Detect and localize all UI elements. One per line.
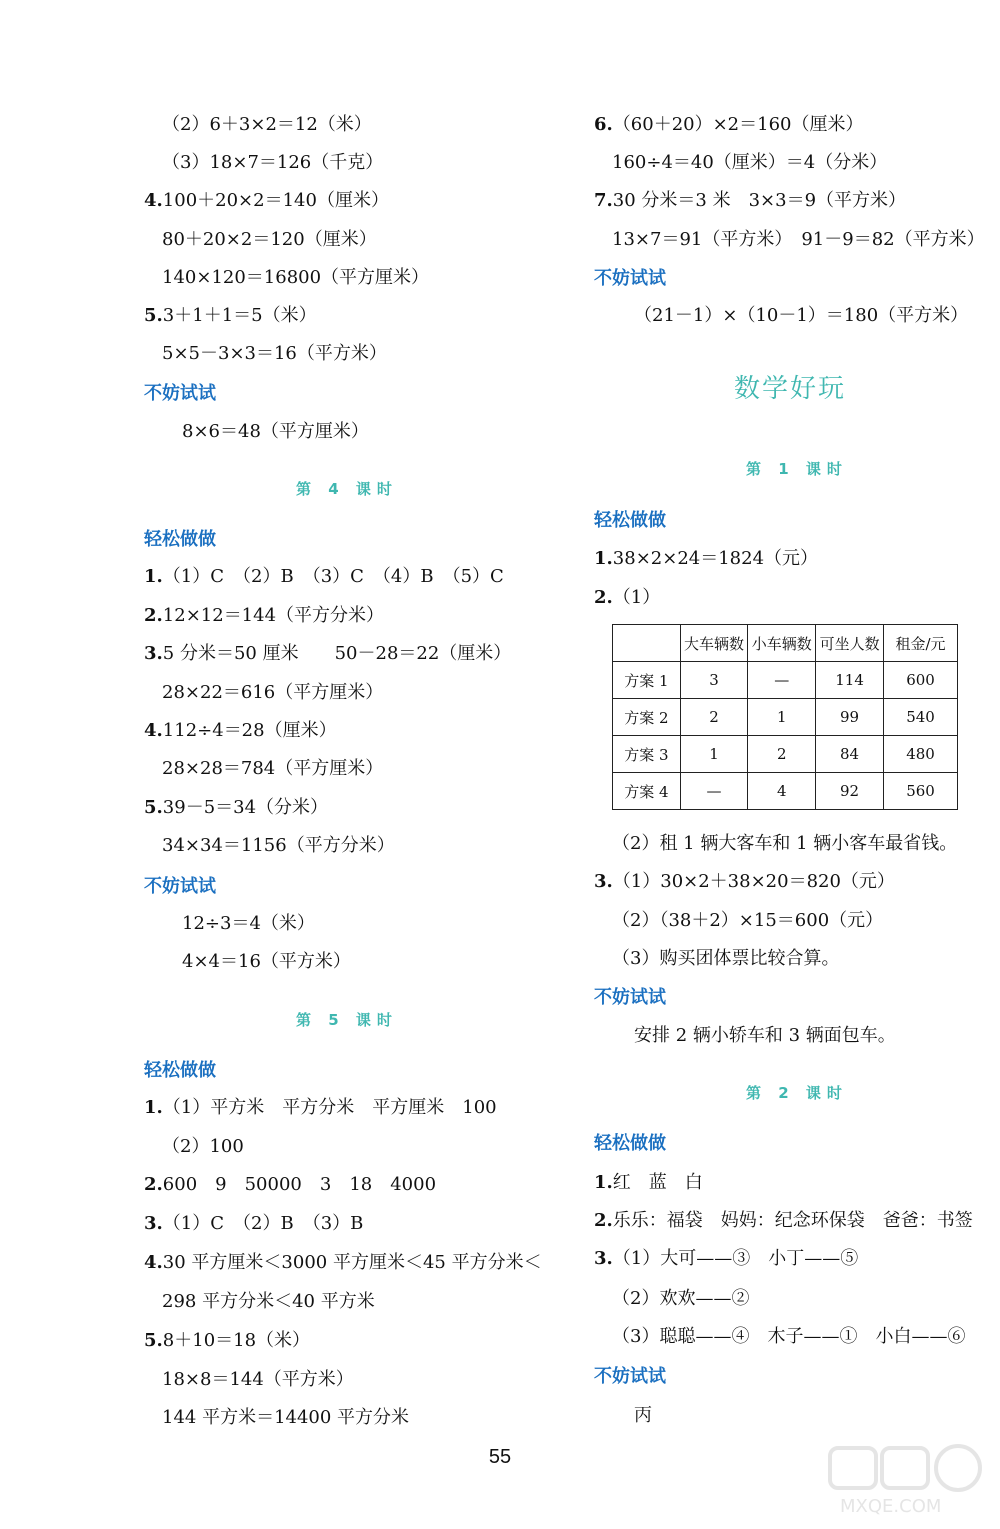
answer-text: 298 平方分米＜40 平方米 — [162, 1291, 375, 1312]
answer-line — [162, 1135, 244, 1159]
answer-text: （1） — [612, 587, 661, 608]
answer-text: 30 分米＝3 米 3×3＝9（平方米） — [612, 190, 907, 211]
answer-line — [162, 1406, 409, 1430]
answer-text: 38×2×24＝1824（元） — [612, 548, 819, 569]
section-heading: 轻松做做 — [144, 529, 216, 550]
section-heading: 不妨试试 — [594, 268, 666, 289]
answer-text: （1）平方米 平方分米 平方厘米 100 — [162, 1097, 497, 1118]
answer-text: （2）6＋3×2＝12（米） — [162, 114, 372, 135]
answer-text: 12×12＝144（平方分米） — [162, 605, 385, 626]
answer-line — [144, 304, 317, 328]
answer-line — [182, 912, 315, 936]
answer-line — [594, 189, 906, 213]
answer-line — [612, 228, 985, 252]
section-heading: 不妨试试 — [594, 987, 666, 1008]
question-number: 1. — [594, 1172, 613, 1193]
answer-line — [144, 189, 389, 213]
answer-text: 39－5＝34（分米） — [162, 797, 329, 818]
question-number: 4. — [144, 1252, 163, 1273]
answer-text: （1）C （2）B （3）C （4）B （5）C — [162, 566, 504, 587]
table-cell: 114 — [816, 662, 884, 699]
question-number: 1. — [594, 548, 613, 569]
lesson-title: 第 2 课时 — [746, 1084, 848, 1102]
answer-text: 乐乐：福袋 妈妈：纪念环保袋 爸爸：书签 — [612, 1210, 973, 1231]
page-number: 55 — [488, 1446, 512, 1468]
table-cell: 84 — [816, 736, 884, 773]
answer-text: （60＋20）×2＝160（厘米） — [612, 114, 864, 135]
answer-line — [144, 1096, 497, 1120]
table-header-cell: 小车辆数 — [748, 625, 816, 662]
answer-text: 5×5－3×3＝16（平方米） — [162, 343, 387, 364]
answer-text: （3）18×7＝126（千克） — [162, 152, 384, 173]
lesson-title: 第 4 课时 — [296, 480, 398, 498]
question-number: 5. — [144, 1330, 163, 1351]
answer-text: 丙 — [634, 1405, 652, 1426]
question-number: 1. — [144, 566, 163, 587]
question-number: 7. — [594, 190, 613, 211]
answer-text: （3）聪聪——④ 木子——① 小白——⑥ — [612, 1326, 966, 1347]
answer-text: 18×8＝144（平方米） — [162, 1369, 354, 1390]
answer-text: （1）大可——③ 小丁——⑤ — [612, 1248, 859, 1269]
answer-line — [182, 420, 369, 444]
answer-line — [144, 796, 328, 820]
section-heading: 不妨试试 — [144, 876, 216, 897]
section-heading: 不妨试试 — [144, 383, 216, 404]
question-number: 2. — [144, 1174, 163, 1195]
table-cell: 方案 1 — [613, 662, 681, 699]
table-cell: — — [748, 662, 816, 699]
answer-line — [162, 151, 383, 175]
table-cell: 4 — [748, 773, 816, 810]
table-row — [613, 699, 958, 736]
answer-text: （21－1）×（10－1）＝180（平方米） — [634, 305, 969, 326]
answer-line — [162, 342, 387, 366]
question-number: 5. — [144, 797, 163, 818]
question-number: 3. — [144, 1213, 163, 1234]
table-row — [613, 773, 958, 810]
question-number: 4. — [144, 190, 163, 211]
answer-text: （1）C （2）B （3）B — [162, 1213, 364, 1234]
answer-line — [634, 1404, 652, 1428]
lesson-title: 第 5 课时 — [296, 1011, 398, 1029]
answer-line — [594, 1247, 858, 1271]
answer-text: （2）租 1 辆大客车和 1 辆小客车最省钱。 — [612, 833, 958, 854]
answer-line — [144, 1251, 542, 1275]
svg-text:MXQE.COM: MXQE.COM — [840, 1496, 942, 1517]
question-number: 3. — [594, 1248, 613, 1269]
answer-text: 140×120＝16800（平方厘米） — [162, 267, 430, 288]
answer-line — [594, 1171, 703, 1195]
answer-line — [162, 834, 395, 858]
answer-line — [162, 1290, 375, 1314]
answer-line — [144, 565, 504, 589]
section-heading: 不妨试试 — [594, 1366, 666, 1387]
table-cell: 600 — [884, 662, 958, 699]
table-cell: 99 — [816, 699, 884, 736]
answer-line — [594, 1209, 973, 1233]
table-header-cell: 可坐人数 — [816, 625, 884, 662]
answer-line — [144, 1173, 436, 1197]
question-number: 2. — [594, 587, 613, 608]
answer-text: 34×34＝1156（平方分米） — [162, 835, 395, 856]
answer-line — [144, 1212, 363, 1236]
answer-line — [144, 1329, 310, 1353]
table-header-row — [613, 625, 958, 662]
table-cell: — — [680, 773, 748, 810]
question-number: 6. — [594, 114, 613, 135]
answer-text: 80＋20×2＝120（厘米） — [162, 229, 377, 250]
answer-line — [594, 547, 818, 571]
answer-line — [594, 870, 895, 894]
answer-line — [162, 757, 383, 781]
answer-line — [162, 1368, 354, 1392]
answer-text: 144 平方米＝14400 平方分米 — [162, 1407, 410, 1428]
question-number: 5. — [144, 305, 163, 326]
table-cell: 1 — [680, 736, 748, 773]
table-cell: 2 — [680, 699, 748, 736]
table-header-cell: 大车辆数 — [680, 625, 748, 662]
rental-plan-table — [612, 624, 958, 810]
table-cell: 540 — [884, 699, 958, 736]
section-heading: 轻松做做 — [144, 1060, 216, 1081]
answer-text: 8＋10＝18（米） — [162, 1330, 311, 1351]
question-number: 1. — [144, 1097, 163, 1118]
answer-text: 100＋20×2＝140（厘米） — [162, 190, 389, 211]
table-cell: 560 — [884, 773, 958, 810]
unit-title: 数学好玩 — [734, 374, 847, 404]
answer-line — [182, 950, 351, 974]
answer-text: 30 平方厘米＜3000 平方厘米＜45 平方分米＜ — [162, 1252, 542, 1273]
answer-line — [144, 604, 384, 628]
answer-text: 28×22＝616（平方厘米） — [162, 682, 384, 703]
answer-line — [594, 586, 660, 610]
table-cell: 方案 3 — [613, 736, 681, 773]
answer-text: 5 分米＝50 厘米 50－28＝22（厘米） — [162, 643, 512, 664]
answer-line — [162, 228, 377, 252]
answer-text: 600 9 50000 3 18 4000 — [162, 1174, 437, 1195]
answer-text: 4×4＝16（平方米） — [182, 951, 351, 972]
answer-text: （1）30×2＋38×20＝820（元） — [612, 871, 895, 892]
answer-text: （2）（38＋2）×15＝600（元） — [612, 910, 884, 931]
table-cell: 3 — [680, 662, 748, 699]
answer-text: 12÷3＝4（米） — [182, 913, 315, 934]
watermark-logo — [820, 1440, 990, 1520]
table-row — [613, 662, 958, 699]
answer-text: 28×28＝784（平方厘米） — [162, 758, 384, 779]
lesson-title: 第 1 课时 — [746, 460, 848, 478]
answer-line — [634, 1024, 896, 1048]
table-cell: 480 — [884, 736, 958, 773]
answer-text: 160÷4＝40（厘米）＝4（分米） — [612, 152, 888, 173]
answer-line — [612, 947, 839, 971]
answer-text: 3＋1＋1＝5（米） — [162, 305, 317, 326]
table-row — [613, 736, 958, 773]
section-heading: 轻松做做 — [594, 1133, 666, 1154]
question-number: 2. — [594, 1210, 613, 1231]
table-cell: 方案 2 — [613, 699, 681, 736]
table-cell: 方案 4 — [613, 773, 681, 810]
answer-line — [162, 113, 372, 137]
answer-text: 13×7＝91（平方米） 91－9＝82（平方米） — [612, 229, 985, 250]
table-cell: 2 — [748, 736, 816, 773]
question-number: 3. — [144, 643, 163, 664]
answer-line — [612, 909, 883, 933]
question-number: 4. — [144, 720, 163, 741]
answer-line — [612, 1287, 749, 1311]
table-header-cell — [613, 625, 681, 662]
answer-text: 112÷4＝28（厘米） — [162, 720, 337, 741]
table-cell: 92 — [816, 773, 884, 810]
answer-line — [594, 113, 864, 137]
table-header-cell: 租金/元 — [884, 625, 958, 662]
answer-text: （3）购买团体票比较合算。 — [612, 948, 840, 969]
table-cell: 1 — [748, 699, 816, 736]
answer-text: （2）100 — [162, 1136, 244, 1157]
answer-line — [162, 266, 429, 290]
question-number: 3. — [594, 871, 613, 892]
answer-line — [612, 1325, 965, 1349]
answer-text: （2）欢欢——② — [612, 1288, 750, 1309]
answer-line — [612, 832, 957, 856]
answer-line — [144, 719, 337, 743]
answer-line — [162, 681, 383, 705]
answer-line — [612, 151, 887, 175]
section-heading: 轻松做做 — [594, 510, 666, 531]
answer-line — [634, 304, 968, 328]
question-number: 2. — [144, 605, 163, 626]
answer-text: 8×6＝48（平方厘米） — [182, 421, 369, 442]
answer-text: 红 蓝 白 — [612, 1172, 703, 1193]
answer-text: 安排 2 辆小轿车和 3 辆面包车。 — [634, 1025, 896, 1046]
answer-line — [144, 642, 511, 666]
